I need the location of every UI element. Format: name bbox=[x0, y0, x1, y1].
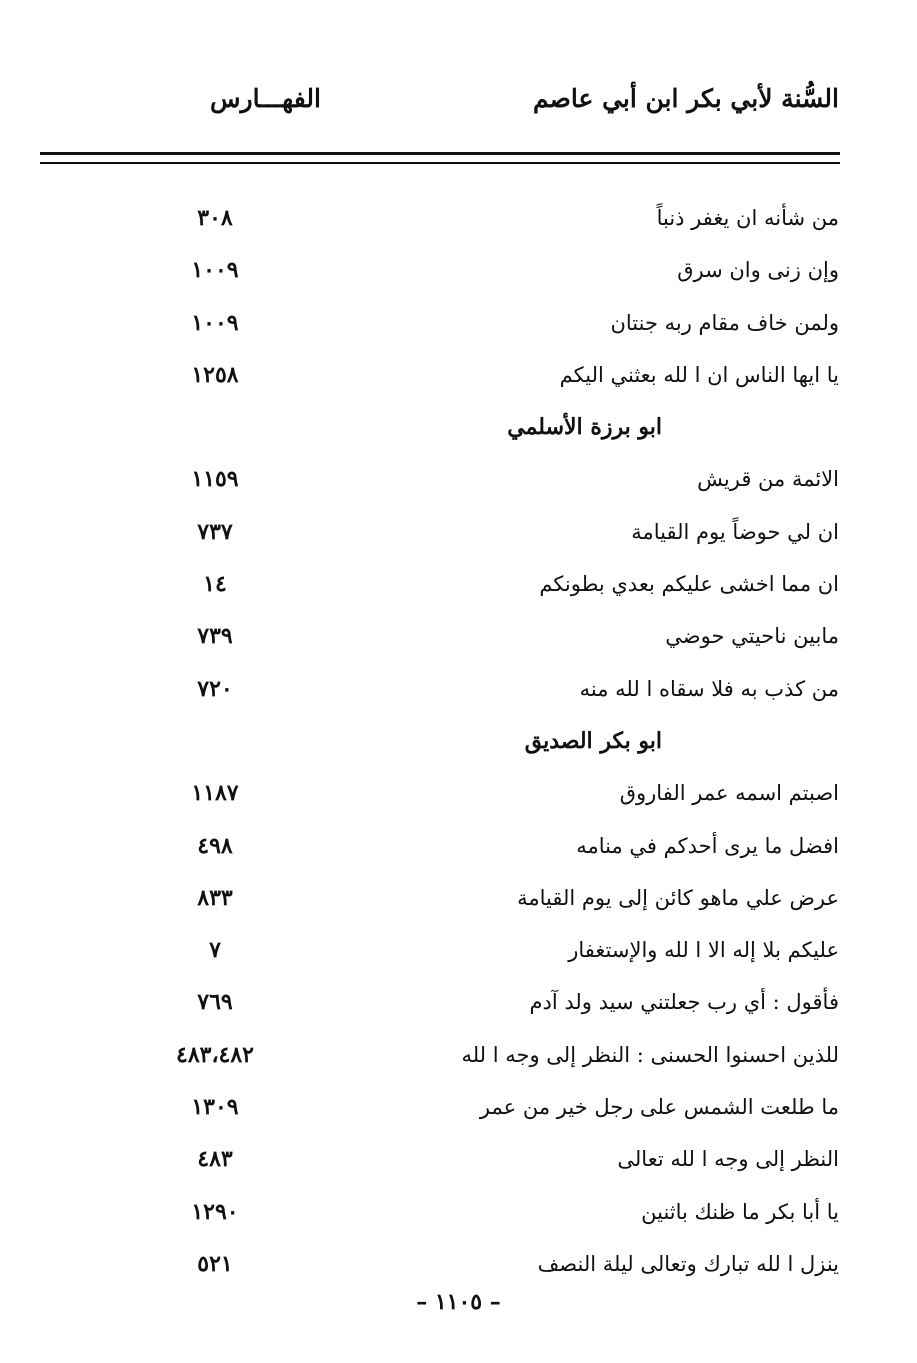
index-entry bbox=[0, 350, 917, 402]
hadith-number: ١٤ bbox=[203, 571, 227, 598]
index-entry bbox=[0, 1187, 917, 1239]
hadith-text: وإن زنى وان سرق bbox=[677, 258, 839, 283]
hadith-number: ٤٩٨ bbox=[197, 832, 233, 859]
narrator-name: ابو برزة الأسلمي bbox=[507, 414, 662, 441]
hadith-text: النظر إلى وجه ا لله تعالى bbox=[617, 1147, 839, 1172]
index-entry bbox=[0, 245, 917, 297]
narrator-heading bbox=[0, 716, 917, 768]
hadith-number: ٣٠٨ bbox=[197, 205, 233, 231]
hadith-number: ٥٢١ bbox=[197, 1250, 233, 1277]
hadith-text: ان لي حوضاً يوم القيامة bbox=[631, 519, 839, 544]
hadith-text: مابين ناحيتي حوضي bbox=[665, 624, 839, 649]
hadith-text: عليكم بلا إله الا ا لله والإستغفار bbox=[568, 938, 839, 963]
index-entry bbox=[0, 454, 917, 506]
hadith-text: اصبتم اسمه عمر الفاروق bbox=[619, 781, 839, 806]
hadith-number: ١٢٥٨ bbox=[191, 361, 239, 388]
index-entry bbox=[0, 559, 917, 611]
index-entry bbox=[0, 298, 917, 350]
hadith-number: ٤٨٣ bbox=[197, 1146, 233, 1173]
hadith-number: ١٠٠٩ bbox=[191, 257, 239, 284]
hadith-number: ١١٨٧ bbox=[191, 780, 239, 807]
header-rule-thin bbox=[40, 162, 840, 164]
index-entry bbox=[0, 1239, 917, 1291]
hadith-text: من شأنه ان يغفر ذنباً bbox=[656, 206, 839, 230]
index-entry bbox=[0, 611, 917, 663]
hadith-text: يا أبا بكر ما ظنك باثنين bbox=[641, 1199, 839, 1224]
hadith-text: من كذب به فلا سقاه ا لله منه bbox=[579, 676, 839, 701]
hadith-text: ما طلعت الشمس على رجل خير من عمر bbox=[479, 1095, 839, 1120]
index-entry bbox=[0, 664, 917, 716]
hadith-text: للذين احسنوا الحسنى : النظر إلى وجه ا لله bbox=[461, 1042, 839, 1067]
index-entry bbox=[0, 507, 917, 559]
page-number: – ١١٠٥ – bbox=[416, 1289, 501, 1315]
hadith-text: الائمة من قريش bbox=[697, 467, 839, 492]
hadith-number: ٧ bbox=[209, 937, 221, 964]
narrator-name: ابو بكر الصديق bbox=[524, 727, 662, 754]
hadith-number: ١١٥٩ bbox=[191, 466, 239, 493]
hadith-text: يا ايها الناس ان ا لله بعثني اليكم bbox=[559, 362, 839, 387]
header-rule-thick bbox=[40, 152, 840, 155]
hadith-number: ٧٣٩ bbox=[197, 623, 233, 650]
hadith-text: عرض علي ماهو كائن إلى يوم القيامة bbox=[517, 885, 839, 910]
index-entry bbox=[0, 193, 917, 245]
hadith-text: فأقول : أي رب جعلتني سيد ولد آدم bbox=[529, 990, 839, 1015]
index-entry bbox=[0, 925, 917, 977]
hadith-number: ١٠٠٩ bbox=[191, 309, 239, 336]
hadith-number: ١٣٠٩ bbox=[191, 1094, 239, 1121]
index-entry bbox=[0, 1082, 917, 1134]
hadith-number: ٧٦٩ bbox=[197, 989, 233, 1016]
index-entry bbox=[0, 821, 917, 873]
index-list bbox=[0, 193, 917, 1291]
index-entry bbox=[0, 873, 917, 925]
section-title: الفهـــارس bbox=[210, 84, 321, 113]
index-entry bbox=[0, 1134, 917, 1186]
book-title: السُّنة لأبي بكر ابن أبي عاصم bbox=[532, 84, 839, 113]
hadith-number: ٧٣٧ bbox=[197, 518, 233, 545]
hadith-number: ٨٣٣ bbox=[197, 884, 233, 911]
hadith-text: ان مما اخشى عليكم بعدي بطونكم bbox=[539, 572, 839, 597]
narrator-heading bbox=[0, 402, 917, 454]
hadith-text: افضل ما يرى أحدكم في منامه bbox=[576, 833, 839, 858]
index-entry bbox=[0, 977, 917, 1029]
hadith-number: ١٢٩٠ bbox=[191, 1198, 239, 1225]
index-entry bbox=[0, 768, 917, 820]
hadith-number: ٧٢٠ bbox=[197, 675, 233, 702]
hadith-text: ولمن خاف مقام ربه جنتان bbox=[610, 310, 839, 335]
index-entry bbox=[0, 1030, 917, 1082]
hadith-text: ينزل ا لله تبارك وتعالى ليلة النصف bbox=[537, 1251, 839, 1276]
hadith-number: ٤٨٣،٤٨٢ bbox=[176, 1041, 254, 1068]
